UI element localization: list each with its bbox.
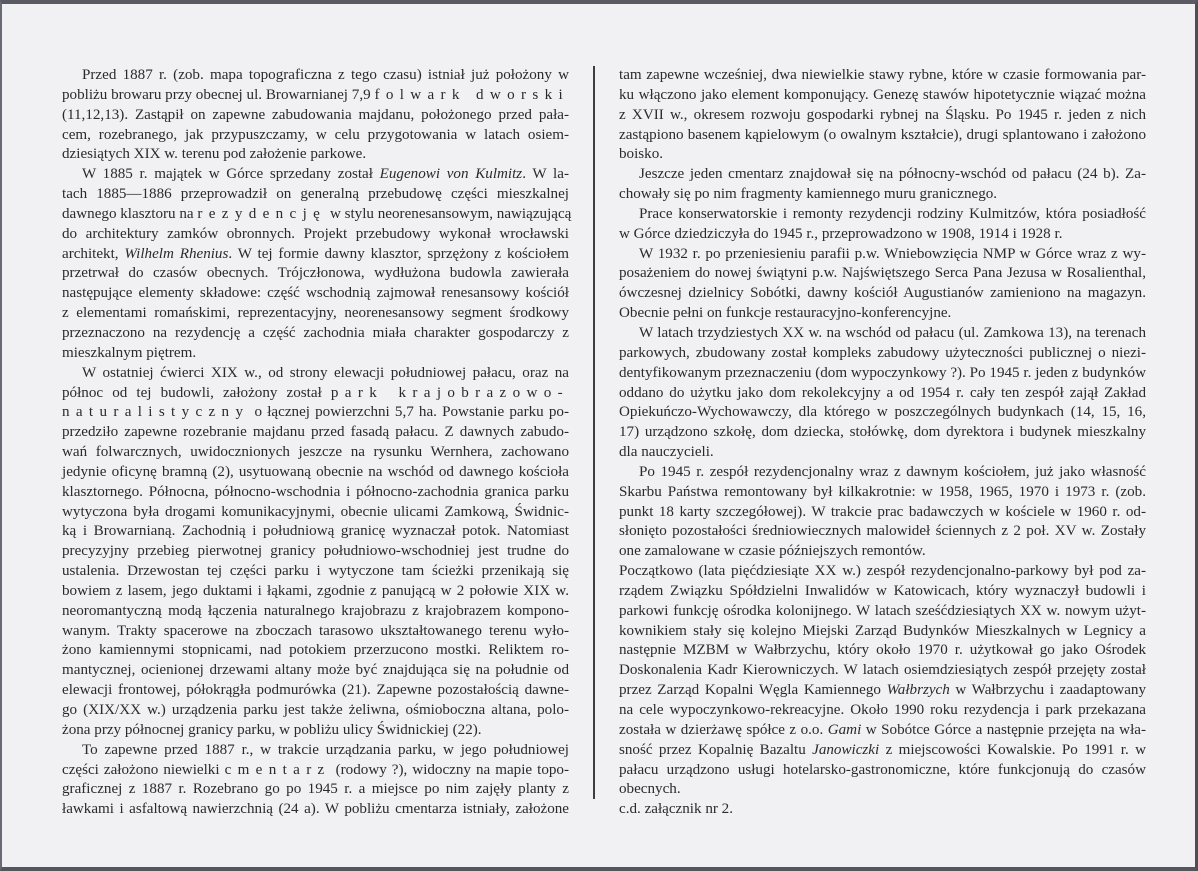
text-line xyxy=(62,126,569,146)
spaced-emphasis-term: naturalistyczny xyxy=(62,404,250,421)
italic-name: Janowiczki xyxy=(812,741,880,758)
text-line xyxy=(619,264,1146,284)
text-line xyxy=(619,582,1146,602)
column-divider xyxy=(593,66,595,799)
text-line xyxy=(62,245,569,265)
text-run: w stylu neorenesansowym, nawiązującą xyxy=(326,205,572,222)
text-line xyxy=(619,701,1146,721)
text-run: (rodowy ?), widoczny na mapie topo- xyxy=(330,761,569,778)
text-line xyxy=(619,66,1146,86)
text-run: kownikiem stały się kolejno Miejski Zarząd Budynków Mieszkalnych w Legnicy a xyxy=(619,622,1146,639)
text-run: tam zapewne wcześniej, dwa niewielkie stawy rybne, które w czasie formowania par- xyxy=(619,67,1146,83)
text-run: przedziło zapewne rozebranie majdanu przed fasadą pałacu. Z dawnych zabudo- xyxy=(62,424,569,441)
text-line xyxy=(619,364,1146,384)
text-line xyxy=(62,701,569,721)
text-run: z elementami romańskimi, reprezentacyjny, neorenesansowy segment środkowy xyxy=(62,305,569,322)
text-line xyxy=(62,503,569,523)
text-line xyxy=(62,423,569,443)
spaced-emphasis-term: folwark dworski xyxy=(374,86,569,103)
text-line xyxy=(62,145,569,165)
text-run: ku włączono jako element komponujący. Genezę stawów hipotetycznie wiązać można xyxy=(619,86,1146,103)
italic-name: Gami xyxy=(827,721,862,738)
text-run: Obecnie pełni on funkcje restauracyjno-konferencyjne. xyxy=(619,305,952,322)
text-line xyxy=(619,800,1146,820)
text-line xyxy=(619,741,1146,761)
text-line xyxy=(62,86,569,106)
text-run: oddano do użytku jako dom rekolekcyjny a od 1954 r. cały ten zespół zajął Zakład xyxy=(619,384,1146,401)
text-line xyxy=(619,145,1146,165)
text-run: w Wałbrzychu i zaadaptowany xyxy=(949,682,1146,699)
text-line xyxy=(62,443,569,463)
text-line xyxy=(619,423,1146,443)
text-run: w Górce dziedziczyła do 1945 r., przeprowadzono w 1908, 1914 i 1928 r. xyxy=(619,225,1063,242)
text-line xyxy=(62,582,569,602)
text-run: rządem Związku Spółdzielni Inwalidów w Katowicach, który wyznaczył budowli i xyxy=(619,582,1146,599)
italic-name: Eugenowi von Kulmitz xyxy=(379,166,523,183)
text-run: jedynie oficynę bramną (2), usytuowaną obecnie na wschód od dawnego kościoła xyxy=(62,463,569,480)
text-run: ustalenia. Drzewostan tej części parku i wytyczone tam ścieżki przenikają się xyxy=(62,563,569,580)
text-run: boisko. xyxy=(619,146,664,163)
text-run: . W tej formie dawny klasztor, sprzężony z kościołem xyxy=(228,245,569,262)
spaced-emphasis-term: cmentarz xyxy=(224,761,331,778)
text-run: wanym. Trakty spacerowe na zboczach tarasowo ukształtowanego terenu wyło- xyxy=(62,622,569,639)
text-line xyxy=(619,304,1146,324)
text-run: ówczesnej dzielnicy Sobótki, dawny kościół Augustianów zamieniono na magazyn. xyxy=(619,285,1146,302)
text-run: żona przy północnej granicy parku, w pobliżu ulicy Świdnickiej (22). xyxy=(62,721,482,738)
text-line xyxy=(62,284,569,304)
italic-name: Wilhelm Rhenius xyxy=(124,245,229,262)
text-run: pałacu urządzono usługi hotelarsko-gastronomiczne, które funkcjonują do czasów xyxy=(619,761,1146,778)
text-run: posażeniem do nowej świątyni p.w. Najświętszego Serca Pana Jezusa w Rosalienthal, xyxy=(619,265,1146,282)
text-line xyxy=(619,761,1146,781)
left-text-column xyxy=(62,66,572,820)
text-line xyxy=(619,602,1146,622)
text-line xyxy=(619,185,1146,205)
text-line xyxy=(619,463,1146,483)
text-line xyxy=(62,622,569,642)
text-run: cem, rozebranego, jak przypuszczamy, w celu przygotowania w latach osiem- xyxy=(62,126,569,143)
text-run: dawnego klasztoru na xyxy=(62,205,198,222)
text-run: neoromantyczną modą łączenia naturalnego krajobrazu z krajobrazem kompono- xyxy=(62,602,569,619)
text-line xyxy=(62,66,569,86)
text-line xyxy=(619,522,1146,542)
text-run: zastąpiono basenem kąpielowym (o owalnym kształcie), drugi splantowano i założono xyxy=(619,126,1146,143)
text-run: . W la- xyxy=(522,166,569,183)
text-line xyxy=(62,106,569,126)
text-run: północ od tej budowli, założony został xyxy=(62,384,331,401)
text-line xyxy=(619,245,1146,265)
text-line xyxy=(619,681,1146,701)
text-line xyxy=(62,641,569,661)
text-run: części założono niewielki xyxy=(62,761,225,778)
text-run: W 1885 r. majątek w Górce sprzedany został xyxy=(82,166,380,183)
text-run: w Sobótce Górce a następnie przejęta na wła- xyxy=(861,721,1147,738)
text-line xyxy=(619,205,1146,225)
text-run: one zamalowane w czasie późniejszych remontów. xyxy=(619,543,926,560)
text-run: punkt 18 karty szczegółowej). W trakcie prac badawczych w kościele w 1960 r. od- xyxy=(619,503,1146,520)
text-line xyxy=(619,483,1146,503)
text-run: pobliżu browaru przy obecnej ul. Browarnianej 7,9 xyxy=(62,86,375,103)
text-run: parkowi funkcję ośrodka kolonijnego. W latach sześćdziesiątych XX w. nowym użyt- xyxy=(619,602,1146,619)
text-line xyxy=(62,403,569,423)
text-line xyxy=(62,562,569,582)
text-line xyxy=(619,86,1146,106)
text-run: chowały się po nim fragmenty kamiennego muru granicznego. xyxy=(619,186,998,203)
text-line xyxy=(62,522,569,542)
text-line xyxy=(62,602,569,622)
text-run: precyzyjny przebieg pierwotnej granicy południowo-wschodniej jest trudne do xyxy=(62,543,569,560)
text-line xyxy=(62,324,569,344)
text-run: 17) urządzono szkołę, dom dziecka, stołówkę, dom dyrektora i budynek mieszkalny xyxy=(619,424,1146,441)
text-line xyxy=(619,284,1146,304)
text-run: Przed 1887 r. (zob. mapa topograficzna z tego czasu) istniał już położony w xyxy=(82,67,569,83)
text-run: o łącznej powierzchni 5,7 ha. Powstanie parku po- xyxy=(249,404,569,421)
text-run: dla nauczycieli. xyxy=(619,444,714,461)
text-run: dziesiątych XIX w. terenu pod założenie parkowe. xyxy=(62,146,367,163)
text-line xyxy=(62,780,569,800)
text-run: następujące elementy składowe: część wschodnią zajmował renesansowy kościół xyxy=(62,285,569,302)
text-run: sność przez Kopalnię Bazaltu xyxy=(619,741,813,758)
text-run: przez Zarząd Kopalni Węgla Kamiennego xyxy=(619,682,887,699)
text-run: na cele wypoczynkowo-rekreacyjne. Około 1990 roku rezydencja i park przekazana xyxy=(619,702,1146,718)
text-line xyxy=(619,106,1146,126)
text-run: (11,12,13). Zastąpił on zapewne zabudowania majdanu, położonego przed pała- xyxy=(62,106,569,123)
text-line xyxy=(62,741,569,761)
text-run: Skarbu Państwa remontowany był kilkakrotnie: w 1958, 1965, 1970 i 1973 r. (zob. xyxy=(619,483,1146,500)
text-run: następnie MZBM w Wałbrzychu, który około 1970 r. użytkował go jako Ośrodek xyxy=(619,642,1146,659)
italic-name: Wałbrzych xyxy=(886,682,950,699)
text-run: ką i Browarnianą. Zachodnią i południową granicę wyznaczał potok. Natomiast xyxy=(62,523,569,540)
text-line xyxy=(619,503,1146,523)
text-run: Jeszcze jeden cmentarz znajdował się na północny-wschód od pałacu (24 b). Za- xyxy=(639,166,1146,183)
text-line xyxy=(619,126,1146,146)
text-line xyxy=(62,661,569,681)
text-line xyxy=(619,344,1146,364)
text-run: wań folwarcznych, uwidocznionych jeszcze na rysunku Wernhera, zachowano xyxy=(62,444,569,461)
text-run: go (XIX/XX w.) urządzenia parku jest także żeliwna, ośmioboczna altana, polo- xyxy=(62,702,569,718)
text-run: słonięto pozostałości średniowiecznych malowideł ściennych z 2 poł. XV w. Zostały xyxy=(619,523,1146,540)
text-line xyxy=(62,681,569,701)
text-run: żono kamiennymi stopnicami, nad potokiem przerzucono mostki. Reliktem ro- xyxy=(62,642,569,659)
text-line xyxy=(619,641,1146,661)
text-run: Opiekuńczo-Wychowawczy, dla którego w poszczególnych budynkach (14, 15, 16, xyxy=(619,404,1146,421)
spaced-emphasis-term: rezydencję xyxy=(197,205,327,222)
text-run: architekt, xyxy=(62,245,125,262)
text-line xyxy=(619,542,1146,562)
text-line xyxy=(62,185,569,205)
text-line xyxy=(619,384,1146,404)
text-line xyxy=(62,264,569,284)
text-run: przeznaczono na rezydencję a część zachodnia miała charakter gospodarczy z xyxy=(62,324,569,341)
text-line xyxy=(619,562,1146,582)
text-line xyxy=(62,165,569,185)
text-run: mieszkalnym piętrem. xyxy=(62,344,197,361)
text-run: Doskonalenia Kadr Kierowniczych. W latach osiemdziesiątych zespół przejęty został xyxy=(619,662,1146,679)
text-line xyxy=(62,483,569,503)
text-run: do architektury zamków obronnych. Projekt przebudowy wykonał wrocławski xyxy=(62,225,569,242)
text-run: W latach trzydziestych XX w. na wschód od pałacu (ul. Zamkowa 13), na terenach xyxy=(639,324,1146,341)
text-run: W 1932 r. po przeniesieniu parafii p.w. Wniebowzięcia NMP w Górce wraz z wy- xyxy=(639,245,1146,262)
text-line xyxy=(62,344,569,364)
text-line xyxy=(62,384,569,404)
right-text-column xyxy=(619,66,1146,820)
text-line xyxy=(62,463,569,483)
text-run: obecnych. xyxy=(619,781,681,798)
spaced-emphasis-term: park krajobrazowo- xyxy=(330,384,569,401)
text-line xyxy=(619,661,1146,681)
text-line xyxy=(619,403,1146,423)
text-line xyxy=(619,622,1146,642)
text-run: elewacji frontowej, półokrągła podmurówka (21). Zapewne pozostałością dawne- xyxy=(62,682,569,699)
text-line xyxy=(619,780,1146,800)
text-run: klasztornego. Północna, północno-wschodnia i północno-zachodnia granica parku xyxy=(62,483,569,500)
text-run: bowiem z lasem, jego duktami i łąkami, zgodnie z panującą w 2 połowie XIX w. xyxy=(62,582,569,599)
text-run: parkowych, zbudowany został kompleks zabudowy użyteczności publicznej o niezi- xyxy=(619,344,1146,361)
text-run: Prace konserwatorskie i remonty rezydencji rodziny Kulmitzów, która posiadłość xyxy=(639,205,1146,222)
text-line xyxy=(619,721,1146,741)
text-line xyxy=(62,721,569,741)
text-run: ławkami i asfaltową nawierzchnią (24 a). W pobliżu cmentarza istniały, założone xyxy=(62,801,569,818)
text-line xyxy=(619,443,1146,463)
text-run: Początkowo (lata pięćdziesiąte XX w.) zespół rezydencjonalno-parkowy był pod za- xyxy=(619,563,1146,580)
text-line xyxy=(619,324,1146,344)
text-run: została w dzierżawę spółce z o.o. xyxy=(619,721,828,738)
text-line xyxy=(62,761,569,781)
text-line xyxy=(62,304,569,324)
text-line xyxy=(619,225,1146,245)
text-line xyxy=(62,542,569,562)
text-run: Po 1945 r. zespół rezydencjonalny wraz z dawnym kościołem, już jako własność xyxy=(639,463,1146,480)
text-run: z XVII w., okresem rozwoju gospodarki rybnej na Śląsku. Po 1945 r. jeden z nich xyxy=(619,106,1146,123)
text-run: mantycznej, ocienionej drzewami altany może być znajdująca się na południe od xyxy=(62,662,569,679)
text-line xyxy=(62,205,572,225)
text-run: z miejscowości Kowalskie. Po 1991 r. w xyxy=(879,741,1146,758)
text-run: dentyfikowanym przeznaczeniu (dom wypoczynkowy ?). Po 1945 r. jeden z budynków xyxy=(619,364,1146,381)
text-run: wytyczona była drogami komunikacyjnymi, obecnie ulicami Zamkową, Świdnic- xyxy=(62,503,569,520)
text-run: To zapewne przed 1887 r., w trakcie urządzania parku, w jego południowej xyxy=(82,741,569,758)
text-run: c.d. załącznik nr 2. xyxy=(619,801,733,818)
text-run: przetrwał do czasów obecnych. Trójczłonowa, wydłużona budowla zawierała xyxy=(62,265,569,282)
text-line xyxy=(62,800,569,820)
text-line xyxy=(62,225,569,245)
text-line xyxy=(619,165,1146,185)
text-run: W ostatniej ćwierci XIX w., od strony elewacji południowej pałacu, oraz na xyxy=(82,364,569,381)
text-run: tach 1885—1886 przeprowadził on generalną przebudowę części mieszkalnej xyxy=(62,186,569,203)
text-line xyxy=(62,364,569,384)
text-run: graficznej z 1887 r. Rozebrano go po 1945 r. a miejsce po nim zajęły planty z xyxy=(62,781,569,798)
